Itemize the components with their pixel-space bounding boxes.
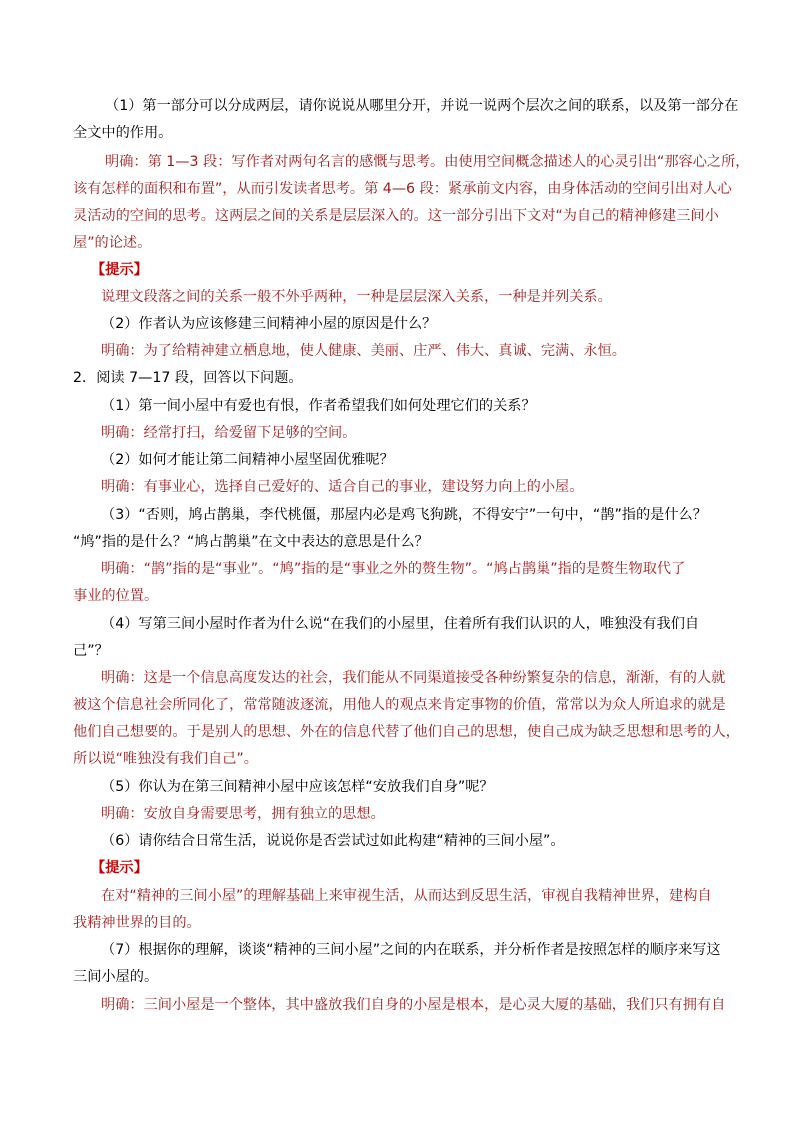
- hint-2-line-1: 在对“精神的三间小屋”的理解基础上来审视生活，从而达到反思生活，审视自我精神世界，建构自: [101, 888, 712, 904]
- section-2-answer-7-line-1: 明确：三间小屋是一个整体，其中盛放我们自身的小屋是根本，是心灵大厦的基础，我们只有拥有自: [101, 997, 726, 1013]
- section-2-question-6: （6）请你结合日常生活，说说你是否尝试过如此构建“精神的三间小屋”。: [101, 833, 565, 849]
- section-2-answer-5: 明确：安放自身需要思考，拥有独立的思想。: [101, 806, 385, 822]
- section-2-answer-2: 明确：有事业心，选择自己爱好的、适合自己的事业，建设努力向上的小屋。: [101, 479, 584, 495]
- section-2-answer-3-line-1: 明确：“鹊”指的是“事业”。“鸠”指的是“事业之外的赘生物”。“鸠占鹊巢”指的是赘生物取代了: [101, 561, 686, 577]
- hint-heading-1: 【提示】: [91, 262, 148, 278]
- section-2-answer-4-line-3: 他们自己想要的。于是别人的思想、外在的信息代替了他们自己的思想，使自己成为缺乏思想和思考的人，: [73, 724, 740, 740]
- answer-1-line-3: 灵活动的空间的思考。这两层之间的关系是层层深入的。这一部分引出下文对“为自己的精神修建三间小: [73, 208, 719, 224]
- section-2-question-4-line-2: 己”？: [73, 643, 109, 659]
- section-2-question-2: （2）如何才能让第二间精神小屋坚固优雅呢？: [101, 452, 394, 468]
- question-1-line-1: （1）第一部分可以分成两层，请你说说从哪里分开，并说一说两个层次之间的联系，以及第一部分在: [105, 98, 739, 114]
- section-2-answer-4-line-4: 所以说“唯独没有我们自己”。: [73, 751, 258, 767]
- section-2-answer-4-line-2: 被这个信息社会所同化了，常常随波逐流，用他人的观点来肯定事物的价值，常常以为众人所追求的就是: [73, 697, 726, 713]
- section-2-question-7-line-2: 三间小屋的。: [73, 969, 159, 985]
- answer-1-line-1: 明确：第 1—3 段：写作者对两句名言的感慨与思考。由使用空间概念描述人的心灵引出“那容心之所，: [105, 154, 750, 170]
- section-2-question-3-line-1: （3）“否则，鸠占鹊巢，李代桃僵，那屋内必是鸡飞狗跳，不得安宁”一句中，“鹊”指的是什么？: [101, 507, 707, 523]
- section-2-answer-1: 明确：经常打扫，给爱留下足够的空间。: [101, 425, 357, 441]
- hint-2-line-2: 我精神世界的目的。: [73, 915, 201, 931]
- question-2: （2）作者认为应该修建三间精神小屋的原因是什么？: [101, 316, 437, 332]
- answer-1-line-2: 该有怎样的面积和布置”，从而引发读者思考。第 4—6 段：紧承前文内容，由身体活动的空间引出对人心: [73, 181, 732, 197]
- question-1-line-2: 全文中的作用。: [73, 125, 173, 141]
- section-2-question-3-line-2: “鸠”指的是什么？“鸠占鹊巢”在文中表达的意思是什么？: [73, 534, 429, 550]
- hint-1-text: 说理文段落之间的关系一般不外乎两种，一种是层层深入关系，一种是并列关系。: [101, 289, 612, 305]
- section-2-question-7-line-1: （7）根据你的理解，谈谈“精神的三间小屋”之间的内在联系，并分析作者是按照怎样的顺序来写这: [101, 942, 721, 958]
- section-2-heading: 2．阅读 7—17 段，回答以下问题。: [73, 370, 303, 386]
- section-2-question-1: （1）第一间小屋中有爱也有恨，作者希望我们如何处理它们的关系？: [101, 398, 536, 414]
- hint-heading-2: 【提示】: [91, 860, 148, 876]
- section-2-answer-3-line-2: 事业的位置。: [73, 588, 159, 604]
- section-2-question-5: （5）你认为在第三间精神小屋中应该怎样“安放我们自身”呢？: [101, 779, 494, 795]
- section-2-answer-4-line-1: 明确：这是一个信息高度发达的社会，我们能从不同渠道接受各种纷繁复杂的信息，渐渐，有的人就: [101, 670, 726, 686]
- answer-1-line-4: 屋”的论述。: [73, 235, 152, 251]
- section-2-question-4-line-1: （4）写第三间小屋时作者为什么说“在我们的小屋里，住着所有我们认识的人，唯独没有我们自: [101, 616, 700, 632]
- answer-2: 明确：为了给精神建立栖息地，使人健康、美丽、庄严、伟大、真诚、完满、永恒。: [101, 343, 626, 359]
